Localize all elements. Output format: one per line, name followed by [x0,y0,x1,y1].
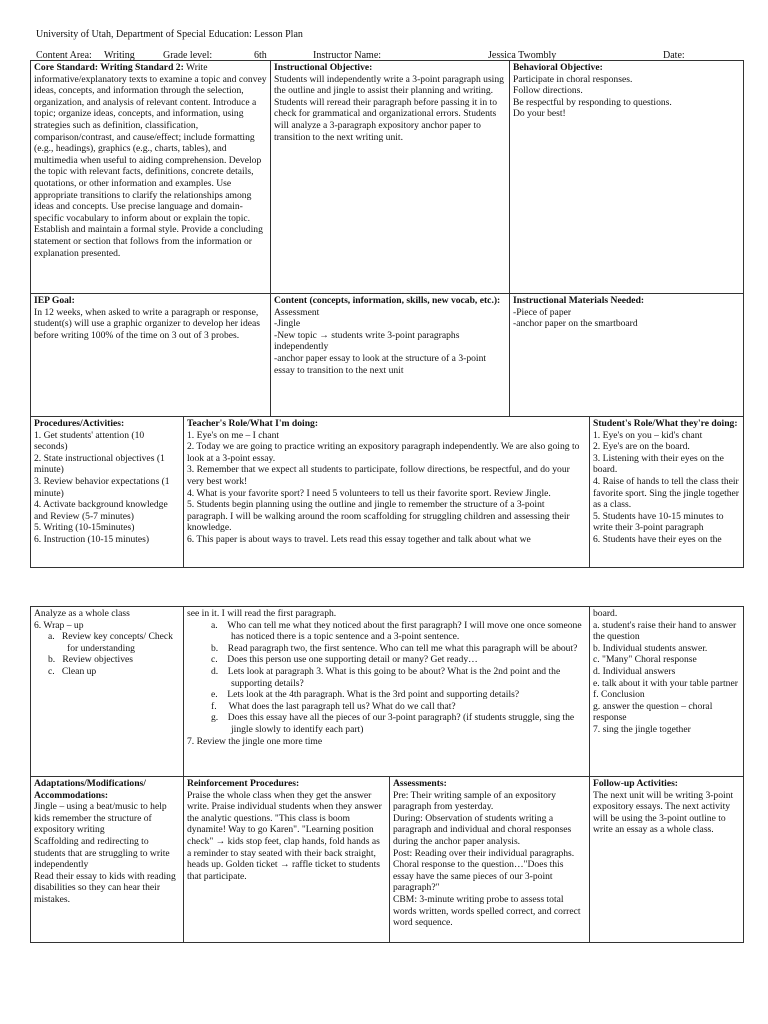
student-step: 1. Eye's on you – kid's chant [593,429,703,441]
student-step: 6. Students have their eyes on the [593,533,722,545]
student-line: 7. sing the jingle together [593,723,691,735]
teacher-subitem: b. Read paragraph two, the first sentence. Who can tell me what this paragraph will be about? [211,642,578,654]
materials-cell [510,294,744,417]
teacher-subitem: e. Lets look at the 4th paragraph. What is the 3rd point and supporting details? [211,689,520,701]
student-line: a. student's raise their hand to answer the question [593,619,737,643]
teacher-line: see in it. I will read the first paragraph. [187,608,337,619]
behavioral-objective-item: Follow directions. [513,85,583,97]
content-label: Content (concepts, information, skills, new vocab, etc.): [274,295,501,306]
content-item: Assessment [274,306,320,318]
adaptation-item: Jingle – using a beat/music to help kids remember the structure of expository writing [34,801,167,836]
content-cell [271,294,510,417]
grade-level-label: Grade level: [163,50,213,61]
teacher-step: 2. Today we are going to practice writing an expository paragraph independently. We are also going to look at a 3-point essay. [187,441,580,464]
materials-item: -Piece of paper [513,306,572,318]
reinforcement-cell [184,777,390,943]
content-area-value: Writing [104,50,135,61]
teacher-subitem: c. Does this person use one supporting detail or many? Get ready… [211,654,478,666]
follow-up-label: Follow-up Activities: [593,778,679,789]
assessment-item: Post: Reading over their individual paragraphs. Choral response to the question…"Does this essay have the same pieces of our 3-point paragraph?" [393,847,575,894]
procedures-row [31,417,744,568]
teacher-step: 5. Students begin planning using the outline and jingle to remember the structure of a 3-point paragraph. I will be walking around the room scaffolding for struggling children and assessing their knowledge. [187,499,570,534]
procedures-table-continued [30,606,744,777]
reinforcement-text: Praise the whole class when they get the answer write. Praise individual students when they answer the analytic questions. "This class is boom dynamite! Way to go Karen". "Learning position check" → kids stop feet, clap hands, fold hands as a reminder to stay seated with their back straight, heads up. Golden ticket → raffle ticket to students that participate. [187,789,382,882]
teacher-step: 3. Remember that we expect all students to participate, follow directions, be respectful, and do your very best work! [187,464,570,487]
procedure-subitem: c. Clean up [48,665,97,677]
instructional-objective-cell [271,61,510,294]
materials-item: -anchor paper on the smartboard [513,318,638,330]
content-item: -Jingle [274,318,301,330]
assessment-item: During: Observation of students writing a paragraph and individual and choral responses during the anchor paper analysis. [393,812,572,847]
procedure-step: 3. Review behavior expectations (1 minute) [34,475,170,499]
assessment-item: CBM: 3-minute writing probe to assess total words written, words spelled correct, and correct word sequence. [393,893,581,929]
student-step: 2. Eye's are on the board. [593,441,690,453]
student-line: c. "Many" Choral response [593,654,697,666]
iep-goal-cell [31,294,271,417]
grade-level-value: 6th [254,50,267,61]
assessments-label: Assessments: [393,778,447,789]
materials-label: Instructional Materials Needed: [513,295,645,306]
procedure-step: 5. Writing (10-15minutes) [34,522,135,534]
instructional-objective-label: Instructional Objective: [274,62,373,73]
procedure-step: 6. Instruction (10-15 minutes) [34,533,150,545]
student-line: d. Individual answers [593,665,676,677]
student-role-label: Student's Role/What they're doing: [593,418,738,429]
adaptations-cell [31,777,184,943]
lesson-plan-table-top [30,60,744,417]
student-line: e. talk about it with your table partner [593,677,738,689]
teacher-role-label: Teacher's Role/What I'm doing: [187,418,319,429]
adaptation-item: Scaffolding and redirecting to students that are struggling to write independently [34,835,170,871]
behavioral-objective-item: Participate in choral responses. [513,73,633,85]
core-standard-label: Core Standard: Writing Standard 2: [34,62,184,73]
procedure-step: 2. State instructional objectives (1 minute) [34,452,165,476]
document-title: University of Utah, Department of Special Education: Lesson Plan [36,29,303,40]
teacher-subitem: a. Who can tell me what they noticed about the first paragraph? I will move one once someone has noticed there is a topic sentence and a 3-point sentence. [211,619,582,643]
reinforcement-label: Reinforcement Procedures: [187,778,300,789]
student-role-cell [590,417,744,568]
standards-row [31,61,744,294]
content-item: -New topic → students write 3-point paragraphs independently [274,329,460,353]
behavioral-objective-item: Do your best! [513,108,566,120]
procedures-label: Procedures/Activities: [34,418,125,429]
content-item: -anchor paper essay to look at the structure of a 3-point essay to transition to the next unit [274,352,487,376]
content-area-label: Content Area: [36,50,92,61]
goals-row [31,294,744,417]
procedures-continued-row [31,607,744,777]
assessment-item: Pre: Their writing sample of an expository paragraph from yesterday. [393,789,556,813]
follow-up-text: The next unit will be writing 3-point expository essays. The next activity will be using the 3-point outline to write an essay as a whole class. [593,789,734,836]
teacher-step: 4. What is your favorite sport? I need 5 volunteers to tell us their favorite sport. Review Jingle. [187,487,551,499]
student-line: g. answer the question – choral response [593,700,713,724]
behavioral-objective-item: Be respectful by responding to questions. [513,96,672,108]
student-step: 3. Listening with their eyes on the board. [593,452,724,476]
procedures-table-top [30,416,744,568]
teacher-step: 6. This paper is about ways to travel. Lets read this essay together and talk about what we [187,533,531,545]
procedure-line: Analyze as a whole class [34,608,130,619]
student-line: f. Conclusion [593,689,645,701]
behavioral-objective-label: Behavioral Objective: [513,62,603,73]
procedure-line: 6. Wrap – up [34,619,84,631]
procedure-step: 4. Activate background knowledge and Review (5-7 minutes) [34,499,168,522]
iep-goal-text: In 12 weeks, when asked to write a paragraph or response, student(s) will use a graphic organizer to develop her ideas before writing 100% of the time on 3 out of 3 probes. [34,306,261,341]
core-standard-cell [31,61,271,294]
instructional-objective-text: Students will independently write a 3-point paragraph using the outline and jingle to assist their planning and writing. Students will reread their paragraph before passing it in to check for grammatical and organizational errors. Students will analyze a 3-paragraph expository anchor paper to transition to the next writing unit. [274,73,504,143]
student-role-continued-cell [590,607,744,777]
student-step: 4. Raise of hands to tell the class their favorite sport. Sing the jingle together as a class. [593,475,740,511]
core-standard-text: Write informative/explanatory texts to examine a topic and convey ideas, concepts, and information through the selection, organization, and analysis of relevant content. Introduce a topic; organize ideas, concepts, and information, using strategies such as definition, classification, comparison/contrast, and cause/effect; include formatting (e.g., headings), graphics (e.g., charts, tables), and multimedia when useful to aiding comprehension. Develop the topic with relevant facts, definitions, concrete details, quotations, or other information and examples. Use appropriate transitions to clarify the relationships among ideas and concepts. Use precise language and domain-specific vocabulary to inform about or explain the topic. Establish and maintain a formal style. Provide a concluding statement or section that follows from the information or explanation presented. [34,62,267,259]
iep-goal-label: IEP Goal: [34,295,75,306]
date-label: Date: [663,50,685,61]
teacher-role-continued-cell [184,607,590,777]
adaptations-row [31,777,744,943]
procedure-step: 1. Get students' attention (10 seconds) [34,429,145,453]
adaptation-item: Read their essay to kids with reading disabilities so they can hear their mistakes. [34,870,176,905]
instructor-label: Instructor Name: [313,50,382,61]
teacher-subitem: f. What does the last paragraph tell us? What do we call that? [211,700,456,712]
instructor-name: Jessica Twombly [488,50,557,61]
adaptations-table [30,776,744,943]
behavioral-objective-cell [510,61,744,294]
teacher-subitem: g. Does this essay have all the pieces of our 3-point paragraph? (if students struggle, sing the jingle slowly to identify each part) [211,712,575,735]
student-line: board. [593,608,618,619]
student-line: b. Individual students answer. [593,642,708,654]
teacher-line: 7. Review the jingle one more time [187,735,323,747]
follow-up-cell [590,777,744,943]
procedure-subitem: a. Review key concepts/ Check for understanding [48,631,173,654]
student-step: 5. Students have 10-15 minutes to write their 3-point paragraph [593,510,724,534]
adaptations-label: Adaptations/Modifications/ Accommodations: [34,778,146,801]
teacher-step: 1. Eye's on me – I chant [187,429,280,441]
teacher-role-cell [184,417,590,568]
teacher-subitem: d. Lets look at paragraph 3. What is this going to be about? What is the 2nd point and the supporting details? [211,665,561,689]
procedure-subitem: b. Review objectives [48,654,133,666]
assessments-cell [390,777,590,943]
procedures-continued-cell [31,607,184,777]
procedures-cell [31,417,184,568]
